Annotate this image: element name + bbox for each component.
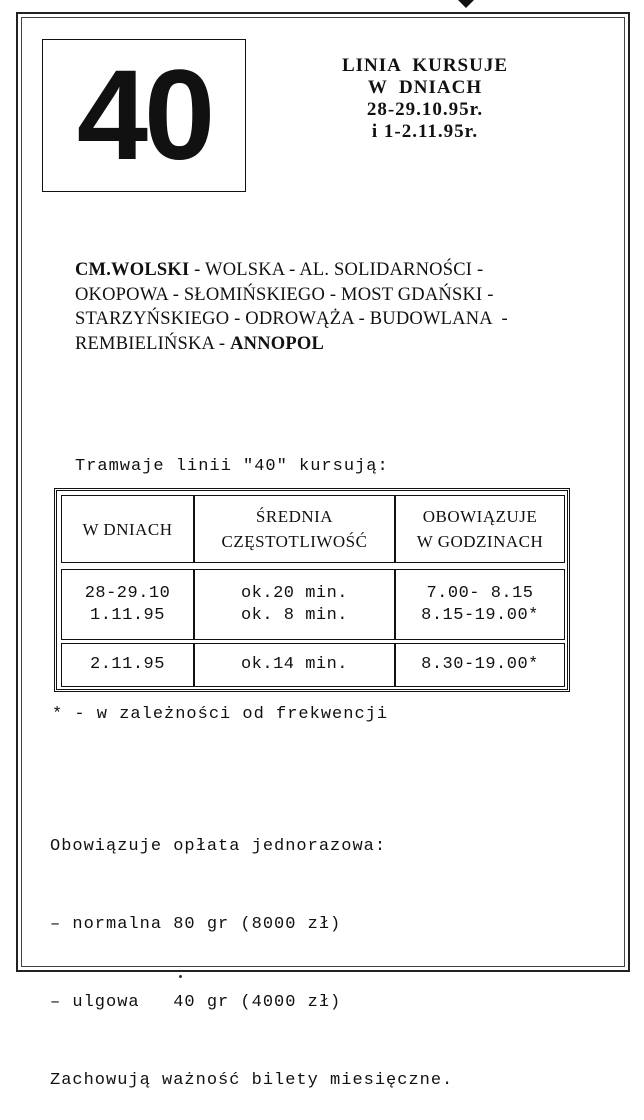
fares-line-3: – ulgowa 40 gr (4000 zł) xyxy=(50,993,342,1012)
route-segment: OKOPOWA - SŁOMIŃSKIEGO - MOST GDAŃSKI - xyxy=(75,284,494,305)
row-1-frequency-line-1: ok.20 min. xyxy=(240,583,349,603)
row-2-hours-line-1: 8.30-19.00* xyxy=(421,655,539,674)
fares-line-1: Obowiązuje opłata jednorazowa: xyxy=(50,837,387,856)
row-1-frequency-line-2: ok. 8 min. xyxy=(240,605,349,625)
row-1-hours-line-1: 7.00- 8.15 xyxy=(426,583,534,603)
schedule-table xyxy=(54,488,570,692)
fares-info xyxy=(50,782,453,1120)
fares-line-4: Zachowują ważność bilety miesięczne. xyxy=(50,1071,454,1090)
route-row xyxy=(75,332,575,357)
schedule-intro: Tramwaje linii "40" kursują: xyxy=(75,457,389,476)
fares-line-2: – normalna 80 gr (8000 zł) xyxy=(50,915,342,934)
row-1-frequency xyxy=(194,569,395,640)
header-frequency xyxy=(194,495,395,563)
route-row xyxy=(75,307,575,332)
route-description xyxy=(75,258,575,356)
header-days-line-2: W DNIACH xyxy=(82,519,173,539)
service-notice xyxy=(300,55,550,143)
header-days xyxy=(61,495,194,563)
header-frequency-line-2: CZĘSTOTLIWOŚĆ xyxy=(221,532,368,551)
header-hours-line-1: OBOWIĄZUJE xyxy=(422,507,538,526)
route-stop-end: ANNOPOL xyxy=(230,333,325,354)
header-frequency-line-1: ŚREDNIA xyxy=(255,507,334,526)
row-2-hours xyxy=(395,643,565,687)
route-segment: REMBIELIŃSKA - xyxy=(75,333,231,354)
header-hours-line-2: W GODZINACH xyxy=(416,532,544,551)
row-2-days-line-1: 2.11.95 xyxy=(90,655,165,674)
route-row xyxy=(75,283,575,308)
route-segment: - WOLSKA - AL. SOLIDARNOŚCI - xyxy=(189,260,484,280)
row-1-days xyxy=(61,569,194,640)
row-2-frequency-line-1: ok.14 min. xyxy=(240,655,349,674)
row-1-hours xyxy=(395,569,565,640)
route-segment: STARZYŃSKIEGO - ODROWĄŻA - BUDOWLANA - xyxy=(75,309,508,329)
top-edge-mark xyxy=(458,0,474,8)
notice-line-2: W DNIACH xyxy=(367,77,483,98)
row-2-days xyxy=(61,643,194,687)
notice-line-1: LINIA KURSUJE xyxy=(341,55,509,76)
notice-line-3: 28-29.10.95r. xyxy=(366,99,484,120)
route-stop-start: CM.WOLSKI xyxy=(75,260,190,280)
route-row xyxy=(75,258,575,283)
line-number: 40 xyxy=(76,43,212,187)
notice-line-4: i 1-2.11.95r. xyxy=(371,121,479,142)
row-1-days-line-1: 28-29.10 xyxy=(84,583,171,603)
header-hours xyxy=(395,495,565,563)
footnote: * - w zależności od frekwencji xyxy=(52,705,389,724)
row-1-days-line-2: 1.11.95 xyxy=(90,605,165,625)
row-1-hours-line-2: 8.15-19.00* xyxy=(421,605,539,625)
line-number-box xyxy=(42,39,246,192)
scan-speck xyxy=(179,975,182,978)
row-2-frequency xyxy=(194,643,395,687)
